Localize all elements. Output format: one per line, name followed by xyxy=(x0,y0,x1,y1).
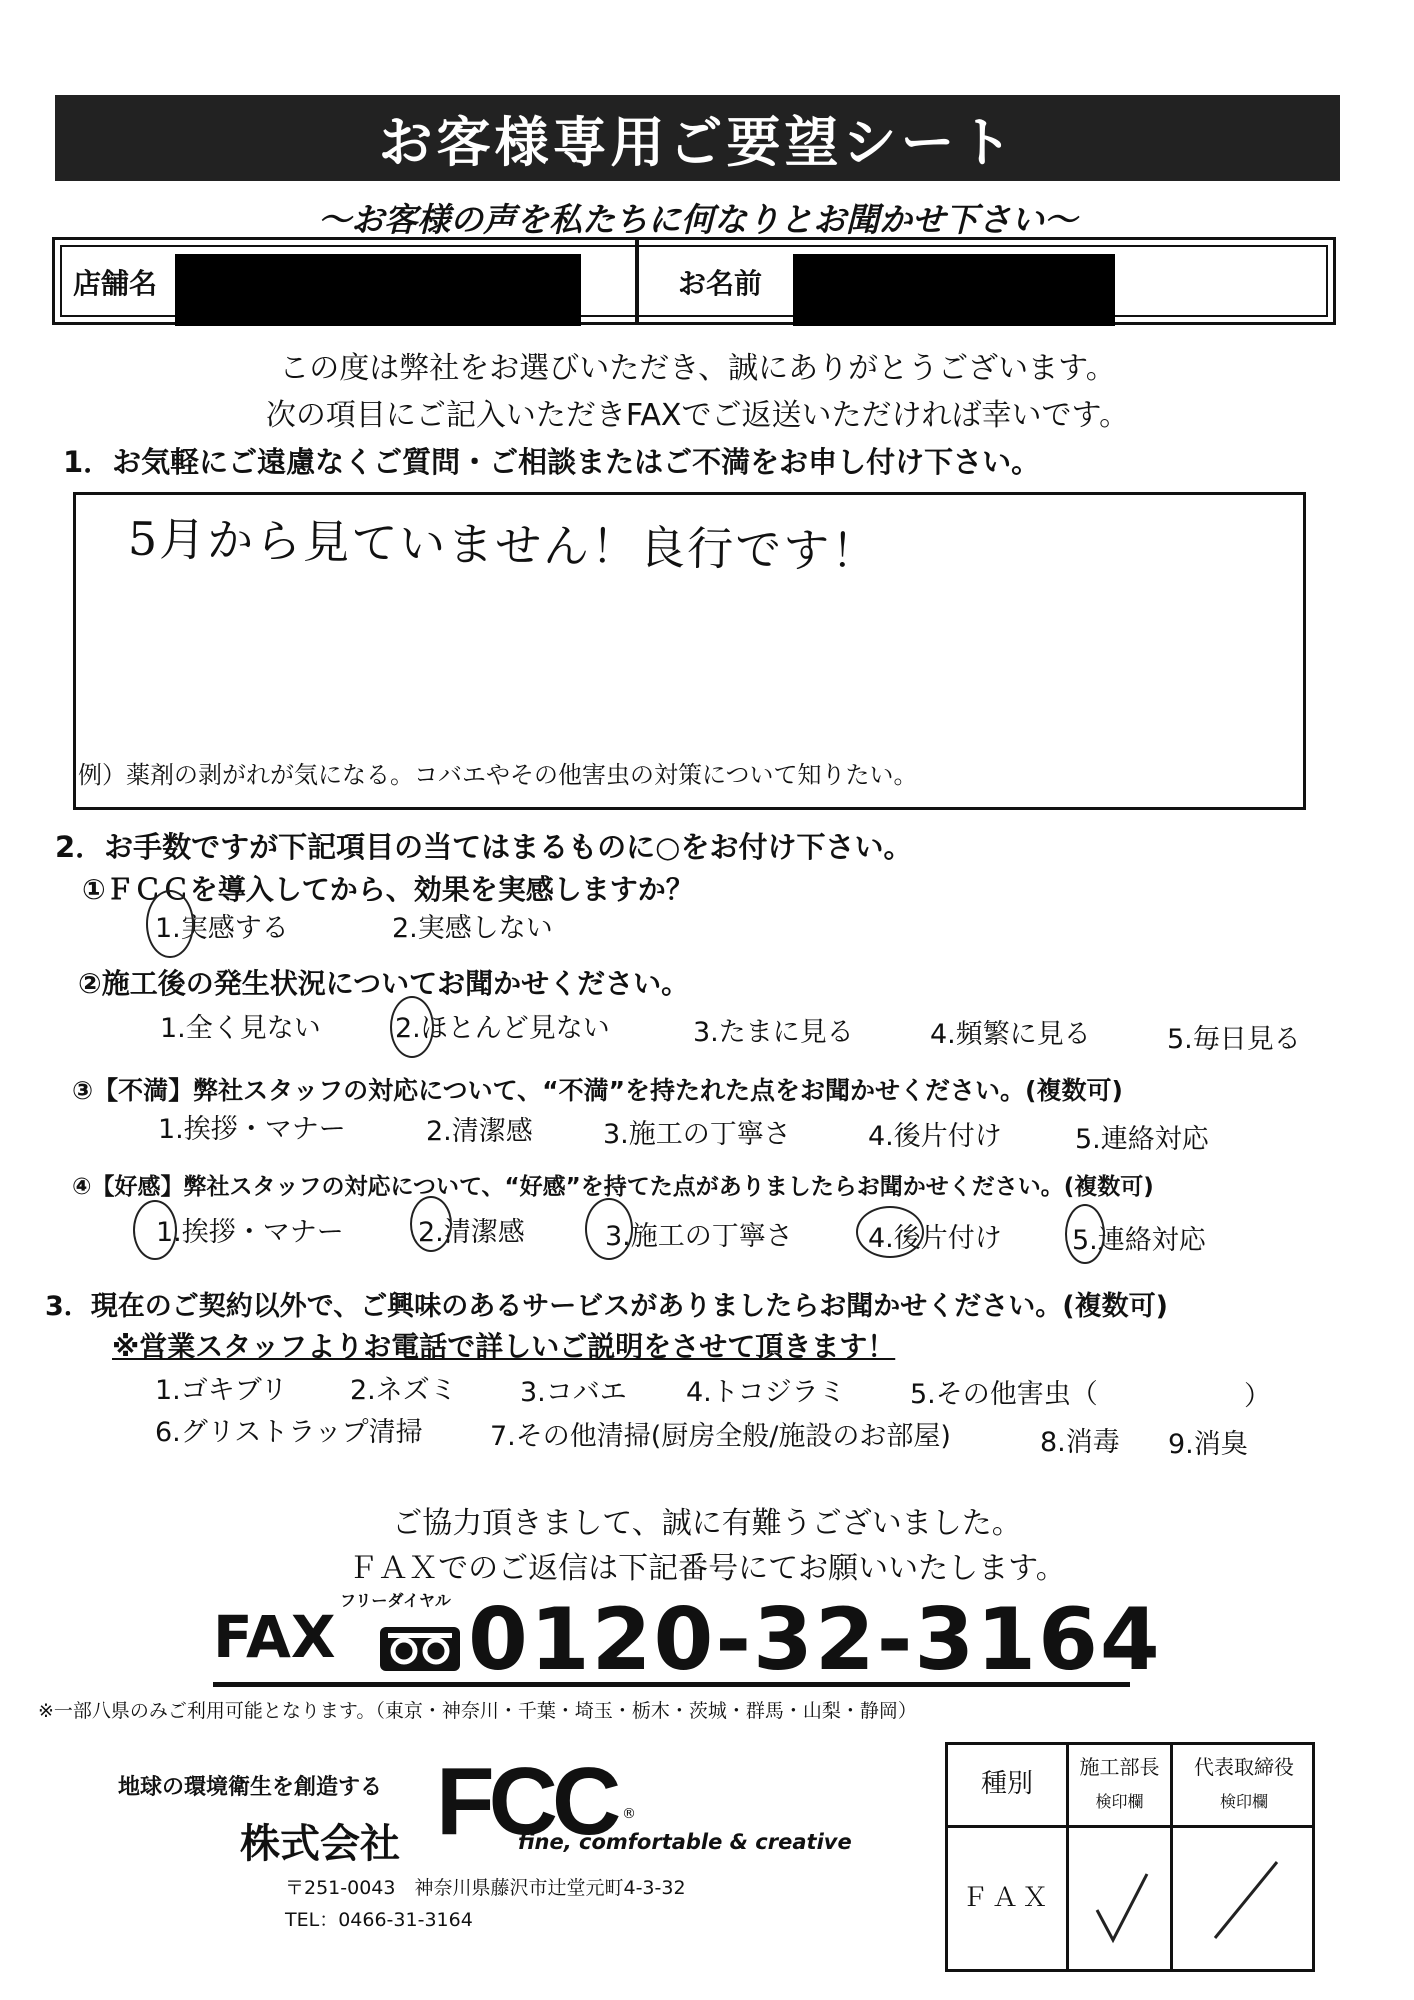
q3-option-3[interactable]: 3.コバエ xyxy=(520,1377,627,1408)
table-col1-header: 種別 xyxy=(980,1769,1033,1799)
handwritten-circle-mark xyxy=(410,1196,452,1252)
q2-sub4-label: ④【好感】弊社スタッフの対応について、“好感”を持てた点がありましたらお聞かせください。(複数可) xyxy=(72,1174,1154,1200)
q1-heading: 1．お気軽にご遠慮なくご質問・ご相談またはご不満をお申し付け下さい。 xyxy=(63,445,1041,479)
q1-handwritten-answer: 5月から見ていません！良行です！ xyxy=(127,511,880,579)
q2-sub4-option-3[interactable]: 3.施工の丁寧さ xyxy=(605,1221,793,1252)
q3-option-4[interactable]: 4.トコジラミ xyxy=(686,1377,846,1408)
company-tel: TEL：0466-31-3164 xyxy=(285,1909,473,1931)
name-redaction xyxy=(793,254,1115,326)
table-col3-title: 代表取締役 xyxy=(1194,1755,1294,1779)
name-label: お名前 xyxy=(678,267,763,300)
q2-sub2-option-3[interactable]: 3.たまに見る xyxy=(693,1017,854,1048)
q3-option-7[interactable]: 7.その他清掃(厨房全般/施設のお部屋) xyxy=(490,1421,951,1452)
company-name: 株式会社 xyxy=(240,1821,400,1867)
q3-option-1[interactable]: 1.ゴキブリ xyxy=(155,1375,288,1406)
q3-option-5-close: ） xyxy=(1244,1381,1271,1412)
table-col2-title: 施工部長 xyxy=(1079,1755,1160,1779)
company-logo: FCC xyxy=(436,1748,616,1855)
q2-heading: 2．お手数ですが下記項目の当てはまるものに○をお付け下さい。 xyxy=(55,830,913,864)
q3-option-8[interactable]: 8.消毒 xyxy=(1040,1427,1120,1458)
q1-example: 例）薬剤の剥がれが気になる。コバエやその他害虫の対策について知りたい。 xyxy=(78,761,918,789)
handwritten-circle-mark xyxy=(585,1198,633,1260)
intro-line-1: この度は弊社をお選びいただき、誠にありがとうございます。 xyxy=(279,351,1116,386)
company-tagline: 地球の環境衛生を創造する xyxy=(118,1775,383,1800)
fax-label: FAX xyxy=(213,1603,336,1671)
store-redaction xyxy=(175,254,581,326)
freedial-icon xyxy=(380,1627,460,1671)
store-label: 店舗名 xyxy=(73,267,158,300)
handwritten-circle-mark xyxy=(1065,1204,1105,1264)
fax-number: 0120-32-3164 xyxy=(468,1590,1162,1690)
q3-option-5[interactable]: 5.その他害虫（ xyxy=(910,1379,1098,1410)
intro-line-2: 次の項目にご記入いただきFAXでご返送いただければ幸いです。 xyxy=(265,398,1130,433)
freedial-label: フリーダイヤル xyxy=(340,1591,451,1610)
checkmark-icon xyxy=(1069,1828,1170,1972)
table-row-type: ＦＡＸ xyxy=(961,1883,1052,1913)
q3-option-9[interactable]: 9.消臭 xyxy=(1168,1429,1248,1460)
q2-sub2-option-1[interactable]: 1.全く見ない xyxy=(160,1013,321,1044)
q2-sub1-label: ①ＦＣＣを導入してから、効果を実感しますか？ xyxy=(82,873,694,906)
sheet-subtitle: 〜お客様の声を私たちに何なりとお聞かせ下さい〜 xyxy=(318,200,1077,239)
closing-line-1: ご協力頂きまして、誠に有難うございました。 xyxy=(392,1506,1022,1541)
closing-line-2: ＦＡＸでのご返信は下記番号にてお願いいたします。 xyxy=(348,1551,1066,1586)
coverage-footnote: ※一部八県のみご利用可能となります。（東京・神奈川・千葉・埼玉・栃木・茨城・群馬・山梨・静岡） xyxy=(38,1700,917,1722)
handwritten-circle-mark xyxy=(390,996,434,1058)
q2-sub4-option-5[interactable]: 5.連絡対応 xyxy=(1072,1225,1206,1256)
handwritten-circle-mark xyxy=(133,1200,177,1260)
q3-note: ※営業スタッフよりお電話で詳しいご説明をさせて頂きます！ xyxy=(112,1330,896,1363)
q2-sub3-option-4[interactable]: 4.後片付け xyxy=(868,1121,1002,1152)
q2-sub2-label: ②施工後の発生状況についてお聞かせください。 xyxy=(78,967,690,1000)
company-address: 〒251-0043 神奈川県藤沢市辻堂元町4-3-32 xyxy=(285,1877,686,1899)
q2-sub3-option-3[interactable]: 3.施工の丁寧さ xyxy=(603,1119,791,1150)
q2-sub4-option-1[interactable]: 1.挨拶・マナー xyxy=(156,1217,344,1248)
q2-sub3-option-1[interactable]: 1.挨拶・マナー xyxy=(158,1114,346,1145)
freedial-icon-svg xyxy=(380,1627,460,1671)
handwritten-circle-mark xyxy=(856,1206,924,1258)
q2-sub2-option-5[interactable]: 5.毎日見る xyxy=(1167,1024,1301,1055)
q1-answer-box[interactable] xyxy=(73,492,1306,810)
table-col3-sub: 検印欄 xyxy=(1219,1792,1268,1811)
q2-sub1-option-2[interactable]: 2.実感しない xyxy=(392,913,553,944)
table-col2-sub: 検印欄 xyxy=(1095,1792,1144,1811)
approval-stamp-table xyxy=(945,1742,1315,1972)
q3-option-2[interactable]: 2.ネズミ xyxy=(350,1375,457,1406)
q2-sub3-label: ③【不満】弊社スタッフの対応について、“不満”を持たれた点をお聞かせください。(複数可) xyxy=(72,1076,1123,1105)
q3-option-6[interactable]: 6.グリストラップ清掃 xyxy=(155,1417,423,1448)
q2-sub3-option-2[interactable]: 2.清潔感 xyxy=(426,1116,533,1147)
q2-sub1-option-1[interactable]: 1.実感する xyxy=(155,913,289,944)
slash-mark-icon xyxy=(1173,1828,1315,1972)
q2-sub4-option-4[interactable]: 4.後片付け xyxy=(868,1223,1002,1254)
sheet-title: お客様専用ご要望シート xyxy=(55,95,1340,181)
q2-sub2-option-2[interactable]: 2.ほとんど見ない xyxy=(395,1013,610,1044)
q2-sub3-option-5[interactable]: 5.連絡対応 xyxy=(1075,1124,1209,1155)
q3-heading: 3．現在のご契約以外で、ご興味のあるサービスがありましたらお聞かせください。(複数可) xyxy=(45,1291,1168,1322)
registered-mark: ® xyxy=(622,1806,636,1822)
handwritten-circle-mark xyxy=(146,890,194,958)
company-slogan: fine, comfortable & creative xyxy=(518,1830,852,1854)
q2-sub2-option-4[interactable]: 4.頻繁に見る xyxy=(930,1019,1091,1050)
q2-sub4-option-2[interactable]: 2.清潔感 xyxy=(418,1217,525,1248)
customer-info-divider xyxy=(635,240,639,322)
customer-info-box xyxy=(52,237,1336,325)
